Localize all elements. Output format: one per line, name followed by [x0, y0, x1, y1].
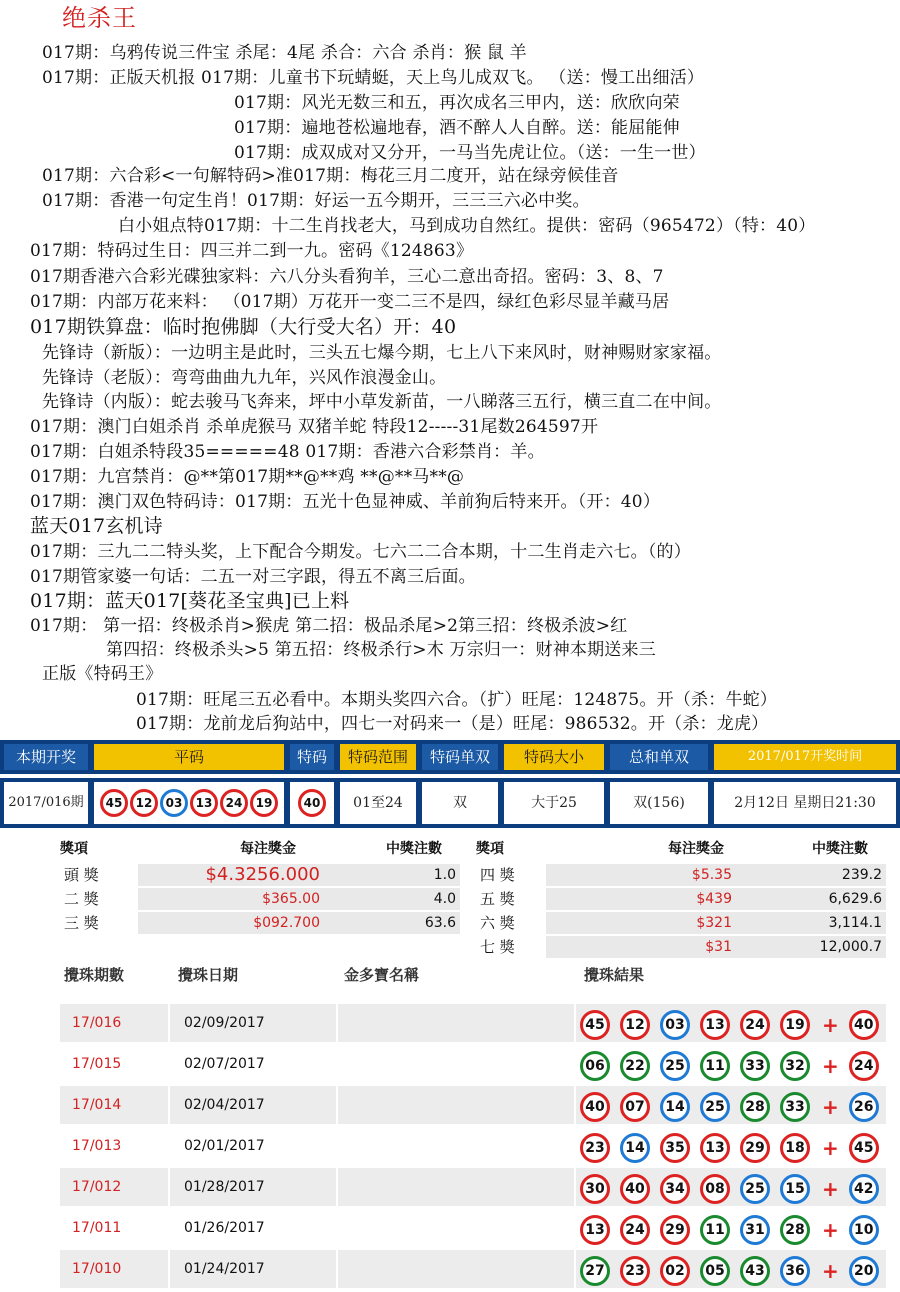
prize-amount: $092.700 [253, 915, 320, 931]
ball: 45 [100, 789, 128, 817]
draw-issue: 2017/016期 [4, 782, 88, 824]
ball: 03 [160, 789, 188, 817]
column-separator [168, 1209, 170, 1247]
column-separator [168, 1086, 170, 1124]
draw-range: 01至24 [340, 782, 416, 824]
prize-count: 6,629.6 [828, 891, 882, 907]
prize-count: 1.0 [433, 867, 456, 883]
column-separator [574, 1168, 576, 1206]
history-date: 02/01/2017 [184, 1138, 265, 1154]
tip-line: 017期：白姐杀特段35=====48 017期：香港六合彩禁肖：羊。 [30, 442, 545, 462]
history-balls [580, 1092, 889, 1120]
normal-balls [94, 782, 284, 824]
result-ball: 19 [780, 1010, 810, 1040]
result-ball: 29 [660, 1215, 690, 1245]
result-ball: 27 [580, 1256, 610, 1286]
draw-time: 2月12日 星期日21:30 [714, 782, 896, 824]
history-header-result: 攪珠結果 [584, 966, 645, 984]
tip-line: 第四招：终极杀头>5 第五招：终极杀行>木 万宗归一：财神本期送来三 [106, 640, 656, 660]
draw-value-row [0, 778, 900, 828]
prize-amount: $4.3256.000 [205, 864, 320, 885]
history-balls [580, 1256, 889, 1284]
tip-line: 017期：风光无数三和五，再次成名三甲内，送：欣欣向荣 [234, 93, 680, 113]
prize-name: 四 獎 [480, 866, 515, 884]
draw-result-table [0, 740, 900, 830]
header-time: 2017/017开奖时间 [714, 744, 896, 770]
column-separator [574, 1209, 576, 1247]
prize-name: 五 獎 [480, 890, 515, 908]
tip-line: 先锋诗（新版）：一边明主是此时，三头五七爆今期，七上八下来风时，财神赐财家家福。 [42, 343, 722, 363]
result-ball: 13 [700, 1133, 730, 1163]
prize-name: 七 獎 [480, 938, 515, 956]
prize-amount: $365.00 [262, 891, 320, 907]
draw-size: 大于25 [504, 782, 604, 824]
result-ball: 13 [700, 1010, 730, 1040]
tip-line: 白小姐点特017期：十二生肖找老大，马到成功自然红。提供：密码（965472）（特：40） [118, 216, 816, 236]
plus-icon: + [822, 1136, 839, 1160]
ball: 19 [250, 789, 278, 817]
result-ball: 24 [620, 1215, 650, 1245]
ball: 13 [190, 789, 218, 817]
special-result-ball: 26 [849, 1092, 879, 1122]
result-ball: 07 [620, 1092, 650, 1122]
column-separator [336, 1168, 338, 1206]
tip-line: 先锋诗（老版）：弯弯曲曲九九年，兴风作浪漫金山。 [42, 368, 447, 388]
tip-line: 017期：香港一句定生肖！017期：好运一五今期开，三三三六必中奖。 [42, 191, 590, 211]
ball: 12 [130, 789, 158, 817]
prize-count: 12,000.7 [819, 939, 882, 955]
history-balls [580, 1051, 889, 1079]
history-header-date: 攪珠日期 [178, 966, 239, 984]
plus-icon: + [822, 1218, 839, 1242]
column-separator [336, 1250, 338, 1288]
column-separator [336, 1209, 338, 1247]
prize-name: 頭 獎 [64, 866, 99, 884]
prize-header-item: 獎項 [60, 841, 88, 857]
tip-line: 017期：乌鸦传说三件宝 杀尾：4尾 杀合：六合 杀肖：猴 鼠 羊 [42, 43, 527, 63]
prize-name: 二 獎 [64, 890, 99, 908]
tip-line: 017期：特码过生日：四三并二到一九。密码《124863》 [30, 241, 474, 261]
result-ball: 03 [660, 1010, 690, 1040]
history-issue: 17/012 [72, 1179, 122, 1195]
prize-amount: $5.35 [691, 867, 732, 883]
result-ball: 31 [740, 1215, 770, 1245]
plus-icon: + [822, 1013, 839, 1037]
result-ball: 28 [780, 1215, 810, 1245]
history-date: 02/07/2017 [184, 1056, 265, 1072]
result-ball: 30 [580, 1174, 610, 1204]
column-separator [168, 1004, 170, 1042]
result-ball: 23 [580, 1133, 610, 1163]
tip-line: 先锋诗（内版）：蛇去骏马飞奔来，坪中小草发新苗，一八睇落三五行，横三直二在中间。 [42, 392, 722, 412]
special-ball-cell [290, 782, 334, 824]
header-special: 特码 [290, 744, 334, 770]
draw-odd-even: 双 [422, 782, 498, 824]
page-title: 绝杀王 [62, 4, 137, 32]
result-ball: 11 [700, 1051, 730, 1081]
prize-header-amount: 每注獎金 [240, 841, 296, 857]
tip-line: 017期：澳门双色特码诗：017期：五光十色显神威、羊前狗后特来开。（开：40） [30, 492, 661, 512]
prize-header-count: 中獎注數 [386, 841, 442, 857]
tip-line: 017期：旺尾三五必看中。本期头奖四六合。（扩）旺尾：124875。开（杀：牛蛇） [136, 690, 778, 710]
column-separator [336, 1004, 338, 1042]
history-row [60, 1004, 886, 1042]
tip-line: 017期：成双成对又分开，一马当先虎让位。（送：一生一世） [234, 143, 706, 163]
history-row [60, 1250, 886, 1288]
history-row [60, 1086, 886, 1124]
column-separator [336, 1127, 338, 1165]
special-result-ball: 45 [849, 1133, 879, 1163]
result-ball: 14 [620, 1133, 650, 1163]
result-ball: 23 [620, 1256, 650, 1286]
result-ball: 36 [780, 1256, 810, 1286]
result-ball: 08 [700, 1174, 730, 1204]
column-separator [574, 1004, 576, 1042]
tip-line: 017期： 第一招：终极杀肖>猴虎 第二招：极品杀尾>2第三招：终极杀波>红 [30, 616, 628, 636]
history-balls [580, 1010, 889, 1038]
prize-count: 239.2 [841, 867, 882, 883]
result-ball: 25 [740, 1174, 770, 1204]
result-ball: 40 [580, 1092, 610, 1122]
result-ball: 05 [700, 1256, 730, 1286]
column-separator [574, 1250, 576, 1288]
column-separator [168, 1127, 170, 1165]
plus-icon: + [822, 1177, 839, 1201]
column-separator [574, 1045, 576, 1083]
special-result-ball: 24 [849, 1051, 879, 1081]
history-row [60, 1127, 886, 1165]
tip-line: 017期管家婆一句话：二五一对三字跟，得五不离三后面。 [30, 567, 476, 587]
result-ball: 22 [620, 1051, 650, 1081]
prize-count: 4.0 [433, 891, 456, 907]
column-separator [168, 1250, 170, 1288]
plus-icon: + [822, 1259, 839, 1283]
result-ball: 29 [740, 1133, 770, 1163]
history-balls [580, 1174, 889, 1202]
result-ball: 02 [660, 1256, 690, 1286]
history-issue: 17/013 [72, 1138, 122, 1154]
plus-icon: + [822, 1095, 839, 1119]
result-ball: 35 [660, 1133, 690, 1163]
history-row [60, 1209, 886, 1247]
special-result-ball: 40 [849, 1010, 879, 1040]
prize-count: 3,114.1 [828, 915, 882, 931]
plus-icon: + [822, 1054, 839, 1078]
tip-line: 017期香港六合彩光碟独家料：六八分头看狗羊，三心二意出奇招。密码：3、8、7 [30, 267, 664, 287]
result-ball: 15 [780, 1174, 810, 1204]
tip-line: 017期：内部万花来料： （017期）万花开一变二三不是四，绿红色彩尽显羊藏马居 [30, 292, 670, 312]
result-ball: 28 [740, 1092, 770, 1122]
history-issue: 17/016 [72, 1015, 122, 1031]
result-ball: 12 [620, 1010, 650, 1040]
column-separator [336, 1086, 338, 1124]
result-ball: 25 [700, 1092, 730, 1122]
result-ball: 40 [620, 1174, 650, 1204]
history-balls [580, 1215, 889, 1243]
prize-amount: $439 [696, 891, 732, 907]
column-separator [168, 1168, 170, 1206]
history-balls [580, 1133, 889, 1161]
history-date: 02/04/2017 [184, 1097, 265, 1113]
result-ball: 32 [780, 1051, 810, 1081]
result-ball: 25 [660, 1051, 690, 1081]
tip-line: 017期：六合彩<一句解特码>准017期：梅花三月二度开，站在绿旁候佳音 [42, 166, 619, 186]
history-date: 01/28/2017 [184, 1179, 265, 1195]
result-ball: 45 [580, 1010, 610, 1040]
history-date: 01/24/2017 [184, 1261, 265, 1277]
prize-amount: $321 [696, 915, 732, 931]
result-ball: 14 [660, 1092, 690, 1122]
tip-line: 正版《特码王》 [42, 664, 163, 684]
result-ball: 33 [740, 1051, 770, 1081]
tip-line: 017期：九宫禁肖：@**第017期**@**鸡 **@**马**@ [30, 467, 465, 487]
header-sum: 总和单双 [610, 744, 708, 770]
header-normal: 平码 [94, 744, 284, 770]
column-separator [168, 1045, 170, 1083]
tip-line: 017期：三九二二特头奖，上下配合今期发。七六二二合本期，十二生肖走六七。（的） [30, 542, 691, 562]
history-issue: 17/011 [72, 1220, 122, 1236]
result-ball: 13 [580, 1215, 610, 1245]
prize-amount: $31 [705, 939, 732, 955]
result-ball: 24 [740, 1010, 770, 1040]
history-date: 01/26/2017 [184, 1220, 265, 1236]
tip-line: 017期铁算盘：临时抱佛脚（大行受大名）开：40 [30, 316, 457, 338]
prize-header-count-right: 中獎注數 [812, 841, 868, 857]
special-ball: 40 [298, 789, 326, 817]
result-ball: 34 [660, 1174, 690, 1204]
history-header-issue: 攪珠期數 [64, 966, 125, 984]
header-issue: 本期开奖 [4, 744, 88, 770]
special-result-ball: 42 [849, 1174, 879, 1204]
column-separator [574, 1127, 576, 1165]
header-size: 特码大小 [504, 744, 604, 770]
prize-header-item-right: 獎項 [476, 841, 504, 857]
prize-name: 三 獎 [64, 914, 99, 932]
result-ball: 33 [780, 1092, 810, 1122]
history-header-jackpot: 金多寶名稱 [344, 966, 420, 984]
header-odd-even: 特码单双 [422, 744, 498, 770]
result-ball: 43 [740, 1256, 770, 1286]
history-issue: 17/010 [72, 1261, 122, 1277]
result-ball: 06 [580, 1051, 610, 1081]
special-result-ball: 20 [849, 1256, 879, 1286]
tip-line: 017期：龙前龙后狗站中，四七一对码来一（是）旺尾：986532。开（杀：龙虎） [136, 714, 769, 734]
ball: 24 [220, 789, 248, 817]
history-date: 02/09/2017 [184, 1015, 265, 1031]
tip-line: 017期：澳门白姐杀肖 杀单虎猴马 双猪羊蛇 特段12-----31尾数264597开 [30, 417, 599, 437]
prize-header-amount-right: 每注獎金 [668, 841, 724, 857]
history-issue: 17/015 [72, 1056, 122, 1072]
result-ball: 11 [700, 1215, 730, 1245]
tip-line: 017期：蓝天017[葵花圣宝典]已上料 [30, 590, 350, 612]
column-separator [574, 1086, 576, 1124]
draw-sum: 双(156) [610, 782, 708, 824]
column-separator [336, 1045, 338, 1083]
tip-line: 蓝天017玄机诗 [30, 515, 163, 537]
tip-line: 017期：遍地苍松遍地春，酒不醉人人自醉。送：能屈能伸 [234, 118, 680, 138]
result-ball: 18 [780, 1133, 810, 1163]
header-range: 特码范围 [340, 744, 416, 770]
tip-line: 017期：正版天机报 017期：儿童书下玩蜻蜓，天上鸟儿成双飞。 （送：慢工出细活） [42, 68, 705, 88]
history-row [60, 1045, 886, 1083]
prize-name: 六 獎 [480, 914, 515, 932]
history-issue: 17/014 [72, 1097, 122, 1113]
history-row [60, 1168, 886, 1206]
prize-count: 63.6 [424, 915, 456, 931]
draw-header-row [0, 740, 900, 774]
special-result-ball: 10 [849, 1215, 879, 1245]
